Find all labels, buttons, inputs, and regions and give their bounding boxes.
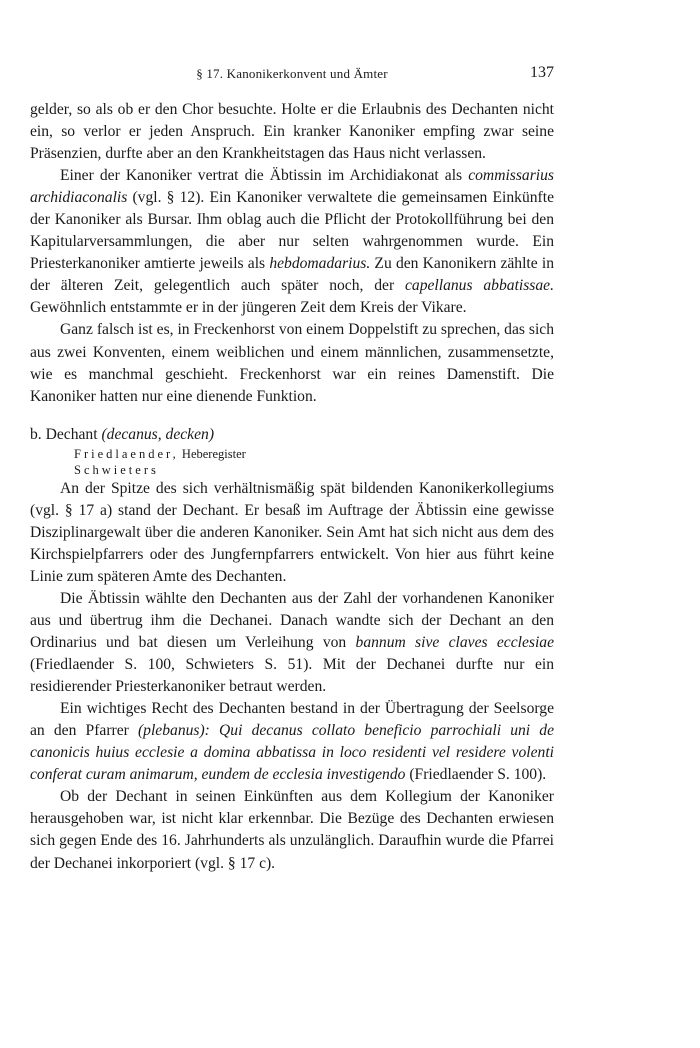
reference-schwieters: Schwieters: [74, 462, 159, 477]
paragraph-6: Ein wichtiges Recht des Dechanten bestand in der Übertragung der Seelsorge an den Pfarrer (plebanus): Qui decanus collato beneficio parrochiali uni de canonicis huius ecclesie a domina abbatissa in loco residenti vel residere volenti conferat curam animarum, eundem de ecclesia investigendo (Friedlaender S. 100).: [30, 700, 554, 784]
paragraph-3: Ganz falsch ist es, in Freckenhorst von einem Doppelstift zu sprechen, das sich aus zwei Konventen, einem weiblichen und einem männlichen, zusammensetzte, wie es manchmal geschieht. Freckenhorst war ein reines Damenstift. Die Kanoniker hatten nur eine dienende Funktion.: [30, 321, 554, 405]
paragraph-4: An der Spitze des sich verhältnismäßig spät bildenden Kanonikerkollegiums (vgl. § 17 a) stand der Dechant. Er besaß im Auftrage der Äbtissin eine gewisse Disziplinargewalt über die anderen Kanoniker. Sein Amt hat sich nicht aus dem des Kirchspielpfarrers oder des Jungfernpfarrers entwickelt. Von hier aus führt keine Linie zum späteren Amte des Dechanten.: [30, 479, 554, 585]
reference-friedlaender: Friedlaender, Heberegister: [74, 446, 246, 461]
page-number: 137: [530, 64, 554, 81]
paragraph-2: Einer der Kanoniker vertrat die Äbtissin im Archidiakonat als commissarius archidiaconalis (vgl. § 12). Ein Kanoniker verwaltete die gemeinsamen Einkünfte der Kanoniker als Bursar. Ihm oblag auch die Pflicht der Protokollführung bei den Kapitularversammlungen, die aber nur selten wahrgenommen wurde. Ein Priesterkanoniker amtierte jeweils als hebdomadarius. Zu den Kanonikern zählte in der älteren Zeit, gelegentlich auch später noch, der capellanus abbatissae. Gewöhnlich entstammte er in der jüngeren Zeit dem Kreis der Vikare.: [30, 167, 554, 317]
paragraph-7: Ob der Dechant in seinen Einkünften aus dem Kollegium der Kanoniker herausgehoben war, ist nicht klar erkennbar. Die Bezüge des Dechanten erwiesen sich gegen Ende des 16. Jahrhunderts als unzulänglich. Daraufhin wurde die Pfarrei der Dechanei inkorporiert (vgl. § 17 c).: [30, 788, 554, 872]
page-header: [30, 64, 554, 84]
running-title: § 17. Kanonikerkonvent und Ämter: [196, 66, 388, 81]
section-heading-b: b. Dechant (decanus, decken): [30, 425, 215, 443]
body-text: [30, 99, 554, 875]
literature-references: [74, 446, 554, 478]
paragraph-5: Die Äbtissin wählte den Dechanten aus der Zahl der vorhandenen Kanoniker aus und übertrug ihm die Dechanei. Danach wandte sich der Dechant an den Ordinarius und bat diesen um Verleihung von bannum sive claves ecclesiae (Friedlaender S. 100, Schwieters S. 51). Mit der Dechanei durfte nur ein residierender Priesterkanoniker betraut werden.: [30, 589, 554, 696]
paragraph-1: gelder, so als ob er den Chor besuchte. Holte er die Erlaubnis des Dechanten nicht ein, so verlor er jeden Anspruch. Ein kranker Kanoniker empfing zwar seine Präsenzien, durfte aber an den Krankheitstagen das Haus nicht verlassen.: [30, 101, 554, 163]
